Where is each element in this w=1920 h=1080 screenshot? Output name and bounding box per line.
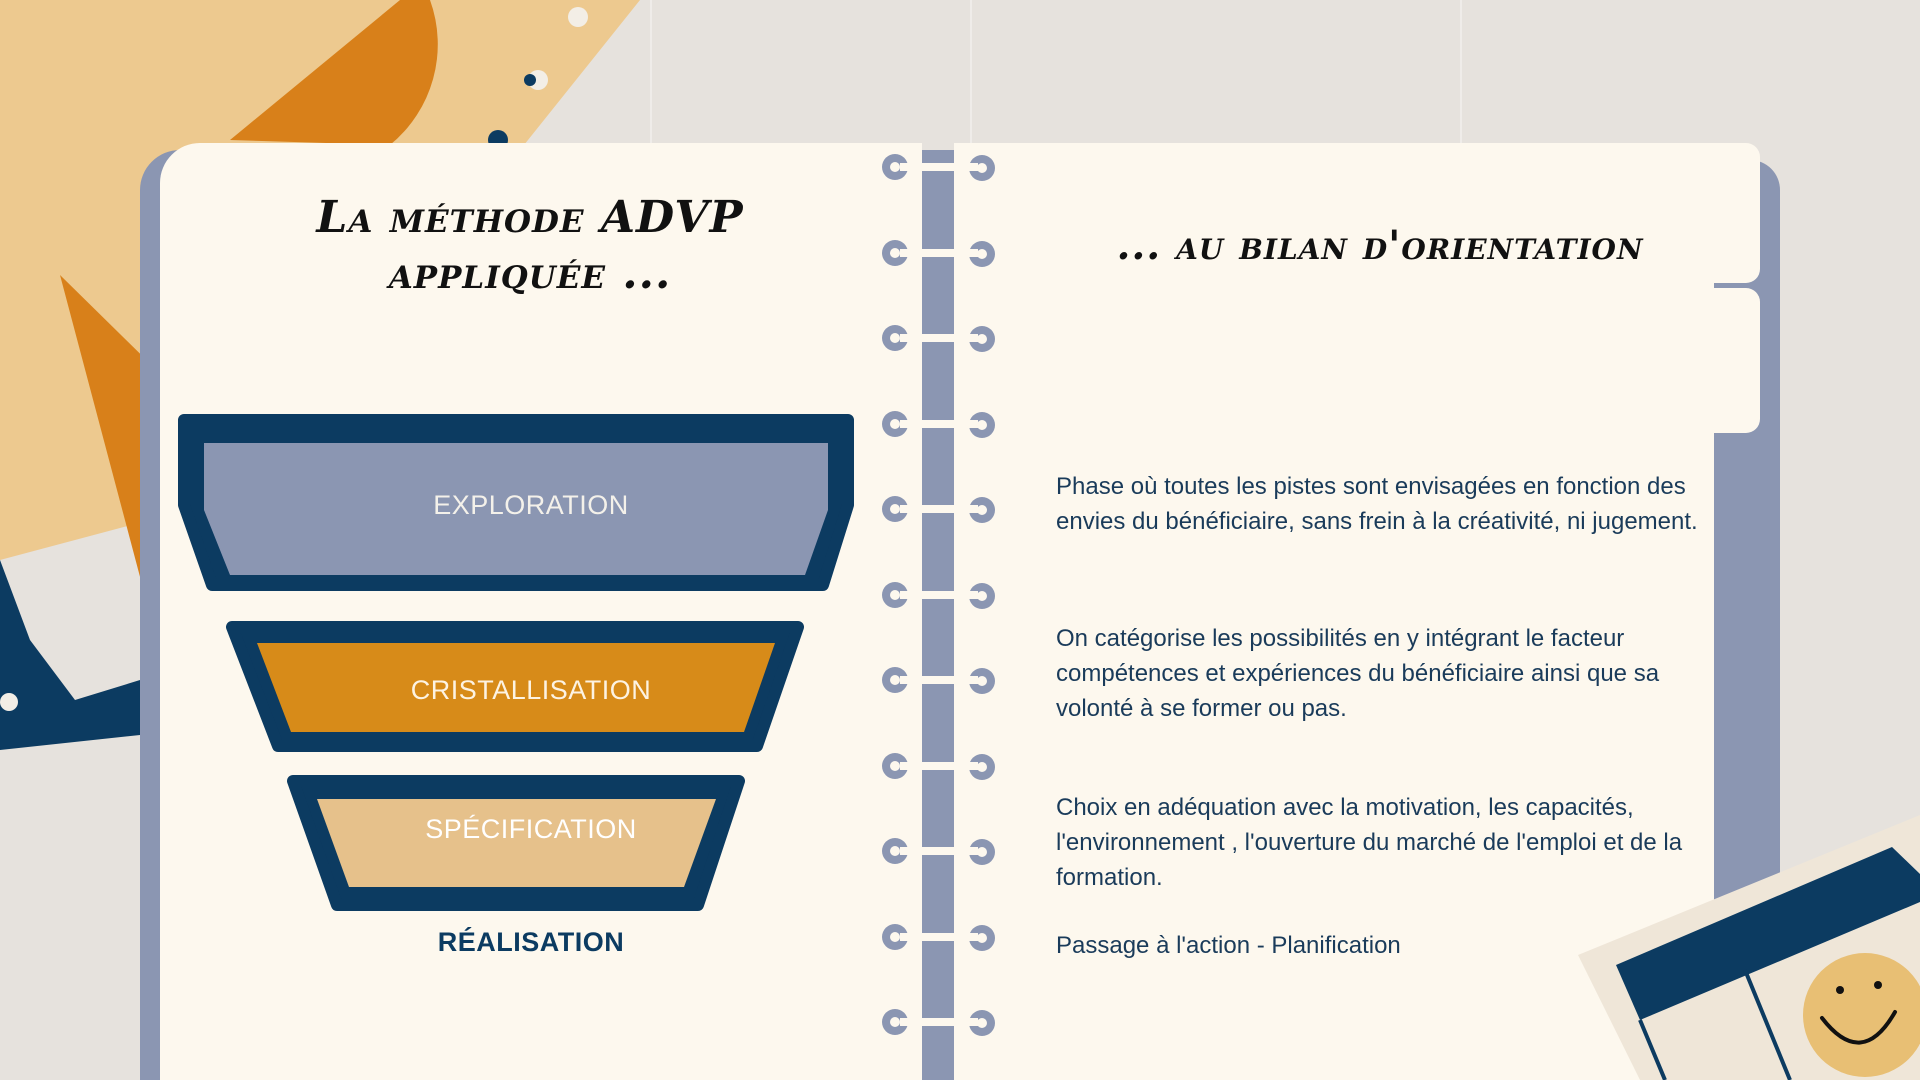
description-cristallisation: On catégorise les possibilités en y intégrant le facteur compétences et expériences du bénéficiaire ainsi que sa volonté à se former ou pas.	[1056, 625, 1660, 722]
smiley-eye	[1836, 986, 1844, 994]
description-specification: Choix en adéquation avec la motivation, les capacités, l'environnement , l'ouverture du marché de l'emploi et de la formation.	[1056, 794, 1683, 891]
funnel-label-realisation: RÉALISATION	[437, 927, 625, 957]
funnel-label-exploration: EXPLORATION	[433, 490, 629, 520]
funnel-label-specification: SPÉCIFICATION	[425, 814, 637, 844]
right-title: ... au bilan d'orientation	[1116, 222, 1644, 269]
description-exploration: Phase où toutes les pistes sont envisagées en fonction des envies du bénéficiaire, sans frein à la créativité, ni jugement.	[1056, 473, 1698, 535]
left-title-line-1: La méthode ADVP	[316, 192, 744, 243]
description-realisation: Passage à l'action - Planification	[1056, 932, 1401, 959]
smiley-eye	[1874, 981, 1882, 989]
funnel-label-cristallisation: CRISTALLISATION	[410, 675, 652, 705]
left-title-line-2: appliquée ...	[388, 248, 672, 299]
